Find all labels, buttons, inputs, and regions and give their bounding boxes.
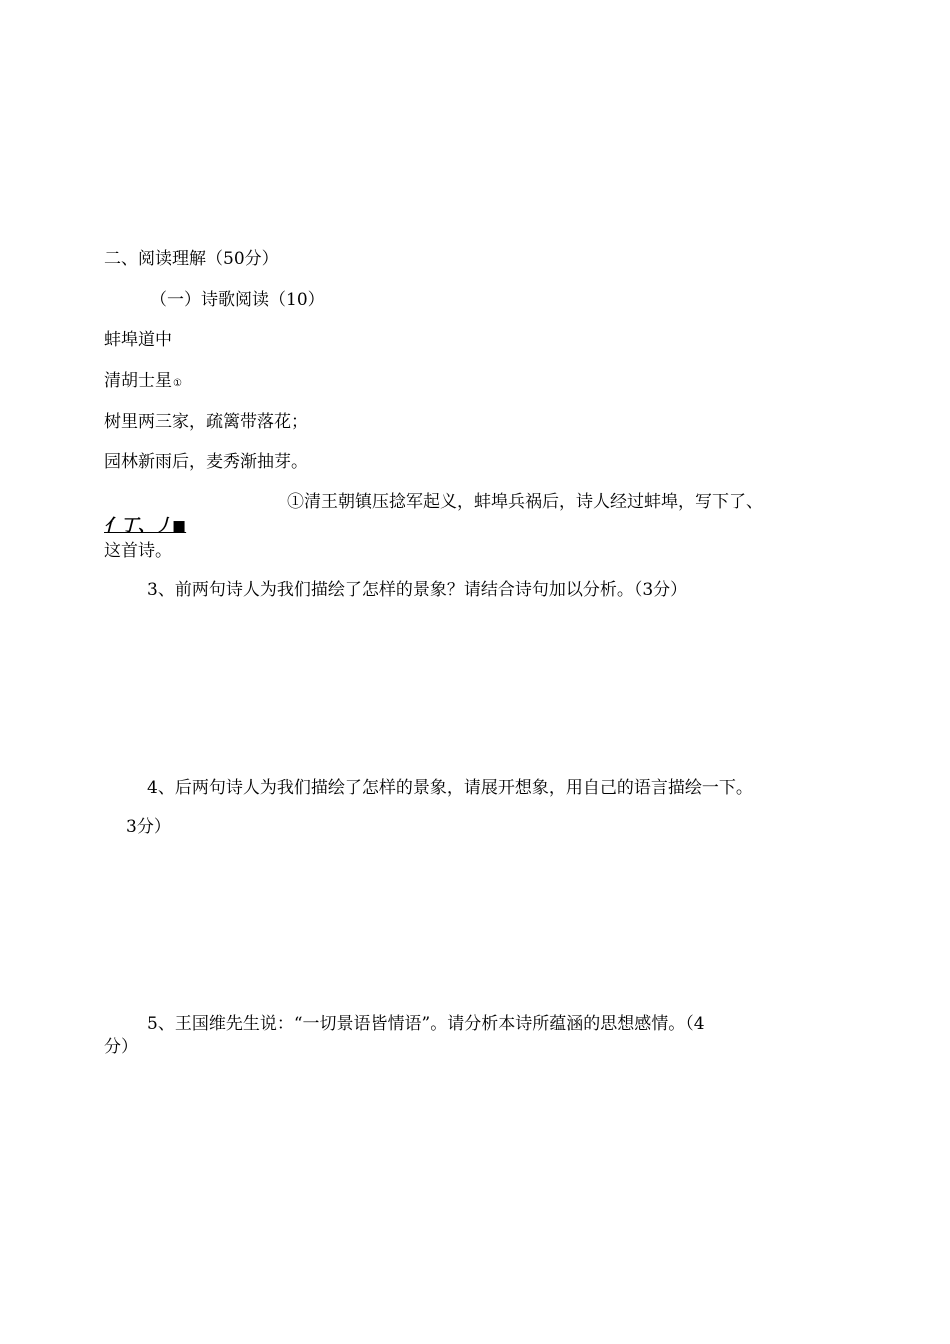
answer-space-3[interactable] <box>104 610 864 770</box>
footnote-text: ①清王朝镇压捻军起义，蚌埠兵祸后，诗人经过蚌埠，写下了、 <box>287 492 763 512</box>
question-5: 5、王国维先生说：“一切景语皆情语”。请分析本诗所蕴涵的思想感情。（4 <box>147 1014 705 1034</box>
poem-title: 蚌埠道中 <box>104 330 172 350</box>
question-4-continued: 3分） <box>126 817 171 837</box>
poem-line-1: 树里两三家，疏篱带落花； <box>104 412 308 432</box>
garbled-glyphs: 亻丁、丿◼ <box>104 516 187 536</box>
footnote-marker: ① <box>173 378 182 389</box>
poem-author: 清胡士星 <box>104 371 172 391</box>
answer-space-4[interactable] <box>104 850 864 1010</box>
question-3: 3、前两句诗人为我们描绘了怎样的景象？请结合诗句加以分析。（3分） <box>147 580 688 600</box>
answer-space-5[interactable] <box>104 1070 864 1290</box>
poem-author-line <box>104 370 182 395</box>
footnote-text-continued: 这首诗。 <box>104 541 172 561</box>
question-4: 4、后两句诗人为我们描绘了怎样的景象，请展开想象，用自己的语言描绘一下。 <box>147 778 753 798</box>
section-title: 二、阅读理解（50分） <box>104 249 279 269</box>
question-5-continued: 分） <box>104 1037 138 1057</box>
subsection-title: （一）诗歌阅读（10） <box>150 290 325 310</box>
poem-line-2: 园林新雨后，麦秀渐抽芽。 <box>104 452 308 472</box>
